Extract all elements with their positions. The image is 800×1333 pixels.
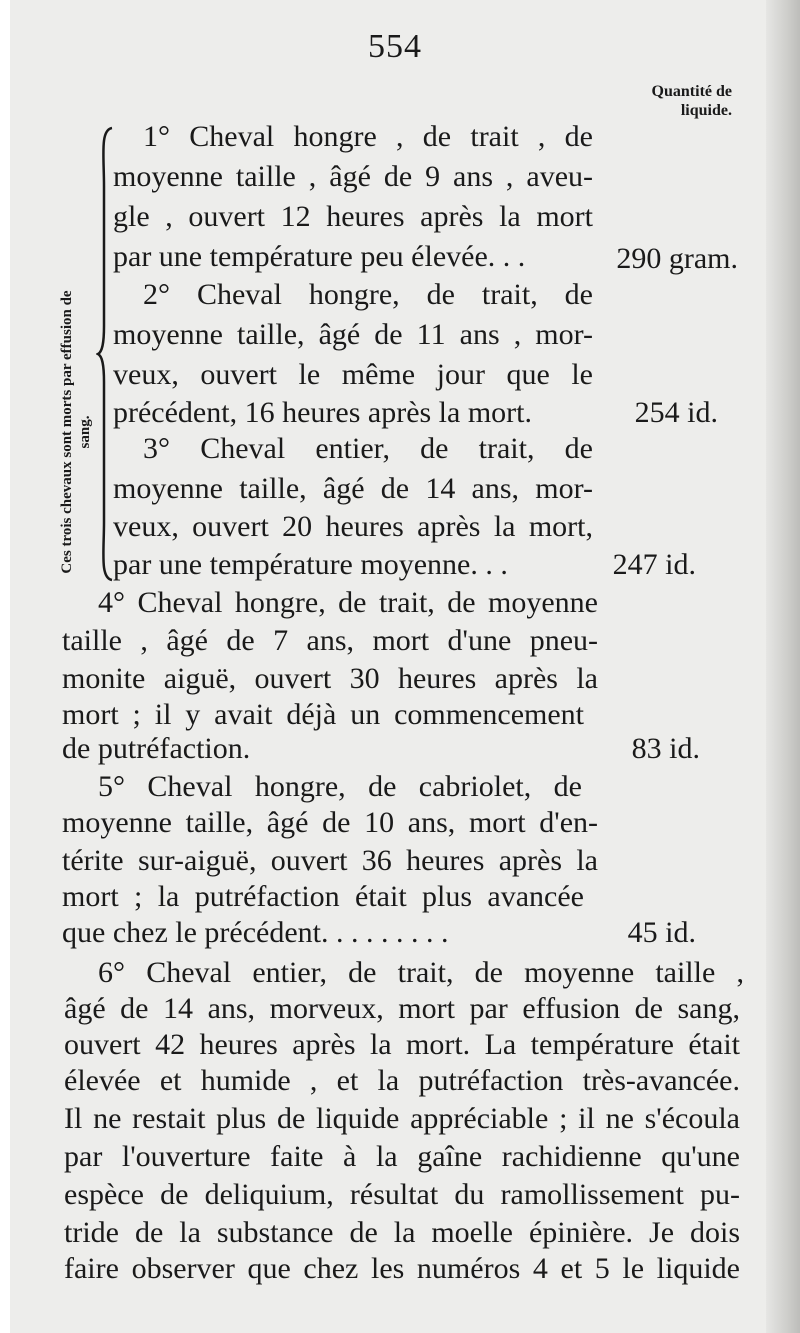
entry-1-line-2: moyenne taille , âgé de 9 ans , aveu- <box>113 160 593 193</box>
entry-6-line-2: âgé de 14 ans, morveux, mort par effusion de sang, <box>64 992 740 1025</box>
entry-6-line-5: Il ne restait plus de liquide appréciable ; il ne s'écoula <box>64 1102 740 1135</box>
entry-2-quantity: 254 id. <box>634 396 718 429</box>
entry-4-line-3: monite aiguë, ouvert 30 heures après la <box>62 662 598 695</box>
entry-4-line-5: de putréfaction. <box>62 732 251 765</box>
entry-4-line-1: 4° Cheval hongre, de trait, de moyenne <box>98 586 598 619</box>
entry-6-line-3: ouvert 42 heures après la mort. La température était <box>64 1028 740 1061</box>
entry-6-line-4: élevée et humide , et la putréfaction très-avancée. <box>64 1064 740 1097</box>
entry-5-quantity: 45 id. <box>627 916 696 949</box>
entry-1-quantity: 290 gram. <box>616 242 738 275</box>
entry-6-line-1: 6° Cheval entier, de trait, de moyenne taille , <box>98 956 744 989</box>
quantity-column-header: Quantité de liquide. <box>651 83 732 119</box>
entry-3-quantity: 247 id. <box>612 548 696 581</box>
entry-3-line-4: par une température moyenne. . . <box>113 548 508 581</box>
curly-brace <box>96 126 114 582</box>
entry-1-line-4: par une température peu élevée. . . <box>113 240 526 273</box>
entry-2-line-2: moyenne taille, âgé de 11 ans , mor- <box>113 318 593 351</box>
entry-3-line-2: moyenne taille, âgé de 14 ans, mor- <box>113 472 593 505</box>
entry-5-line-2: moyenne taille, âgé de 10 ans, mort d'en- <box>62 806 598 839</box>
entry-6-line-6: par l'ouverture faite à la gaîne rachidienne qu'une <box>64 1140 740 1173</box>
entry-3-line-3: veux, ouvert 20 heures après la mort, <box>113 510 593 543</box>
entry-6-line-7: espèce de deliquium, résultat du ramollissement pu- <box>64 1178 740 1211</box>
side-note-text: Ces trois chevaux sont morts par effusion de sang. <box>59 290 93 574</box>
entry-5-line-3: térite sur-aiguë, ouvert 36 heures après la <box>62 844 598 877</box>
entry-2-line-1: 2° Cheval hongre, de trait, de <box>143 278 593 311</box>
entry-2-line-4: précédent, 16 heures après la mort. <box>113 396 532 429</box>
entry-1-line-1: 1° Cheval hongre , de trait , de <box>143 120 593 153</box>
entry-2-line-3: veux, ouvert le même jour que le <box>113 358 593 391</box>
entry-5-line-4: mort ; la putréfaction était plus avancée <box>62 880 584 913</box>
entry-3-line-1: 3° Cheval entier, de trait, de <box>143 432 593 465</box>
entry-1-line-3: gle , ouvert 12 heures après la mort <box>113 200 593 233</box>
entry-5-line-1: 5° Cheval hongre, de cabriolet, de <box>98 770 582 803</box>
entry-6-line-8: tride de la substance de la moelle épinière. Je dois <box>64 1216 740 1249</box>
entry-5-line-5: que chez le précédent. . . . . . . . . <box>62 916 449 949</box>
entry-4-line-2: taille , âgé de 7 ans, mort d'une pneu- <box>62 624 598 657</box>
entry-4-quantity: 83 id. <box>631 732 700 765</box>
entry-6-line-9: faire observer que chez les numéros 4 et 5 le liquide <box>64 1252 740 1285</box>
entry-4-line-4: mort ; il y avait déjà un commencement <box>62 698 584 731</box>
page-number: 554 <box>368 28 422 65</box>
